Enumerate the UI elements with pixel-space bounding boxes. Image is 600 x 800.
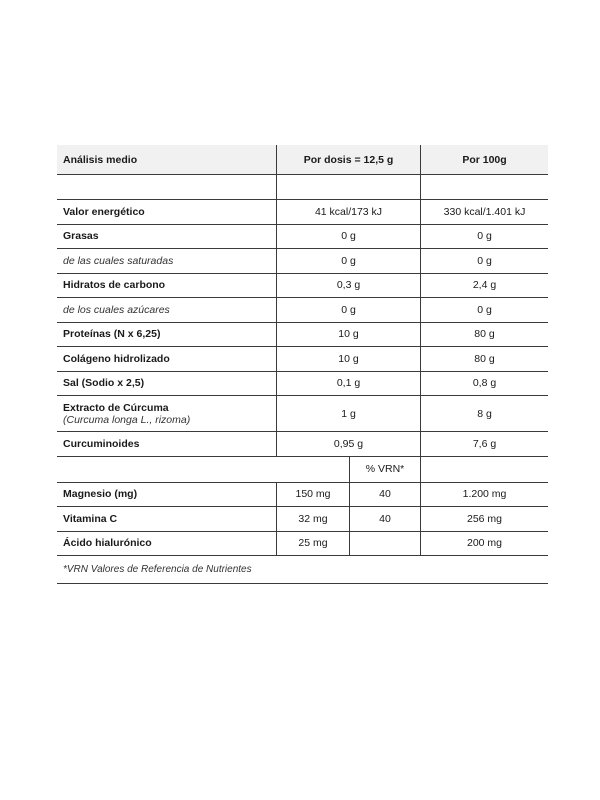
table-row <box>57 372 548 397</box>
table-row <box>57 323 548 348</box>
row-per-dose: 10 g <box>276 323 420 347</box>
row-label: Magnesio (mg) <box>63 488 138 501</box>
table-row <box>57 432 548 457</box>
row-per-100g: 0 g <box>420 225 548 249</box>
row-label: Valor energético <box>63 205 145 218</box>
header-per-dose: Por dosis = 12,5 g <box>276 145 420 174</box>
table-row <box>57 225 548 250</box>
row-label: Proteínas (N x 6,25) <box>63 328 161 341</box>
header-analysis: Análisis medio <box>63 153 138 166</box>
vrn-row <box>57 532 548 557</box>
row-per-dose: 32 mg <box>276 507 349 531</box>
row-per-dose: 41 kcal/173 kJ <box>276 200 420 224</box>
row-sublabel: (Curcuma longa L., rizoma) <box>63 413 191 426</box>
table-row <box>57 298 548 323</box>
table-row <box>57 396 548 432</box>
row-per-dose: 150 mg <box>276 483 349 507</box>
vrn-row <box>57 483 548 508</box>
table-row <box>57 274 548 299</box>
row-label: Curcuminoides <box>63 437 140 450</box>
row-per-100g: 200 mg <box>420 532 548 556</box>
row-label: Sal (Sodio x 2,5) <box>63 377 145 390</box>
row-per-dose: 0,95 g <box>276 432 420 456</box>
row-label: Hidratos de carbono <box>63 279 166 292</box>
vrn-header-row <box>57 457 548 483</box>
row-per-dose: 0 g <box>276 298 420 322</box>
row-per-100g: 1.200 mg <box>420 483 548 507</box>
row-per-dose: 0 g <box>276 225 420 249</box>
row-per-100g: 0,8 g <box>420 372 548 396</box>
table-row <box>57 200 548 225</box>
table-row <box>57 249 548 274</box>
table-row <box>57 347 548 372</box>
row-per-dose: 0 g <box>276 249 420 273</box>
vrn-row <box>57 507 548 532</box>
row-per-dose: 0,3 g <box>276 274 420 298</box>
nutrition-table <box>57 145 548 584</box>
row-per-dose: 25 mg <box>276 532 349 556</box>
table-header-row <box>57 145 548 175</box>
row-vrn: 40 <box>349 483 420 507</box>
row-per-100g: 80 g <box>420 347 548 371</box>
row-vrn <box>349 532 420 556</box>
footnote-row <box>57 556 548 584</box>
row-per-100g: 330 kcal/1.401 kJ <box>420 200 548 224</box>
row-per-100g: 0 g <box>420 298 548 322</box>
row-per-100g: 256 mg <box>420 507 548 531</box>
row-label: Vitamina C <box>63 512 118 525</box>
footnote: *VRN Valores de Referencia de Nutrientes <box>63 564 252 575</box>
row-label: Grasas <box>63 230 99 243</box>
row-per-100g: 80 g <box>420 323 548 347</box>
row-per-dose: 10 g <box>276 347 420 371</box>
row-label-group <box>57 396 276 431</box>
blank-row <box>57 175 548 200</box>
row-per-100g: 7,6 g <box>420 432 548 456</box>
row-label: Extracto de Cúrcuma <box>63 401 169 414</box>
row-label: de los cuales azúcares <box>63 303 170 316</box>
row-per-dose: 1 g <box>276 396 420 431</box>
row-per-100g: 8 g <box>420 396 548 431</box>
row-label: Colágeno hidrolizado <box>63 352 170 365</box>
header-per-100g: Por 100g <box>420 145 548 174</box>
row-per-100g: 2,4 g <box>420 274 548 298</box>
row-vrn: 40 <box>349 507 420 531</box>
row-per-100g: 0 g <box>420 249 548 273</box>
row-label: Ácido hialurónico <box>63 537 152 550</box>
row-per-dose: 0,1 g <box>276 372 420 396</box>
vrn-header: % VRN* <box>349 457 420 482</box>
row-label: de las cuales saturadas <box>63 254 174 267</box>
